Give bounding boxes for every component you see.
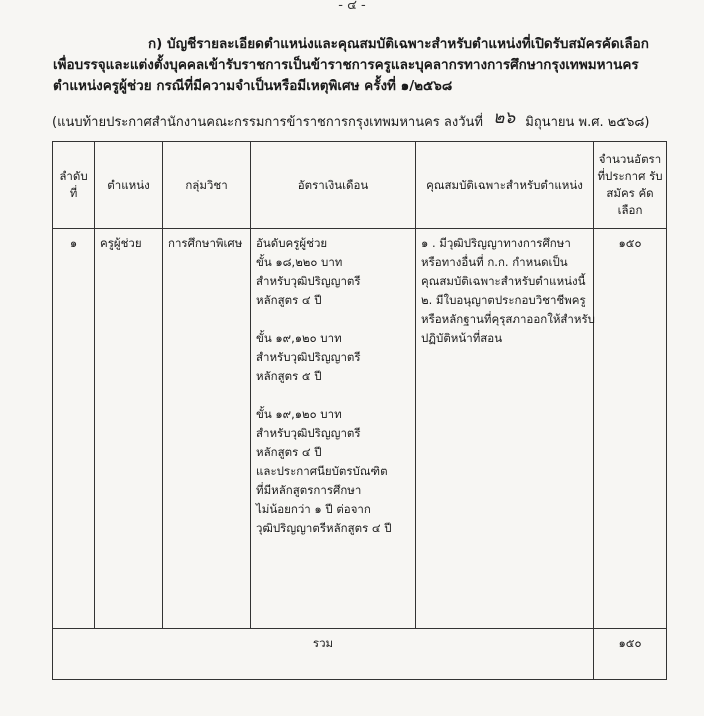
salary-line: สำหรับวุฒิปริญญาตรี — [256, 350, 361, 364]
salary-tier-3 — [256, 405, 410, 538]
cell-salary — [251, 229, 416, 629]
document-heading — [53, 34, 663, 97]
table-header-row — [53, 142, 667, 229]
positions-table — [52, 141, 667, 680]
salary-line: วุฒิปริญญาตรีหลักสูตร ๔ ปี — [256, 521, 392, 535]
announcement-reference — [52, 107, 672, 134]
cell-vacancies: ๑๕๐ — [594, 229, 667, 629]
header-position: ตำแหน่ง — [95, 142, 163, 229]
cell-qualifications — [416, 229, 594, 629]
salary-line: หลักสูตร ๕ ปี — [256, 369, 322, 383]
heading-line-3: ตำแหน่งครูผู้ช่วย กรณีที่มีความจำเป็นหรือมีเหตุพิเศษ ครั้งที่ ๑/๒๕๖๘ — [53, 78, 453, 94]
table-row — [53, 229, 667, 629]
qualification-line: ปฏิบัติหน้าที่สอน — [421, 331, 503, 345]
salary-line: สำหรับวุฒิปริญญาตรี — [256, 426, 361, 440]
cell-order: ๑ — [53, 229, 95, 629]
total-label: รวม — [53, 629, 594, 680]
total-value: ๑๕๐ — [594, 629, 667, 680]
salary-line: ขั้น ๑๙,๑๒๐ บาท — [256, 331, 342, 345]
heading-line-2: เพื่อบรรจุและแต่งตั้งบุคคลเข้ารับราชการเป็นข้าราชการครูและบุคลากรทางการศึกษากรุงเทพมหานคร — [53, 57, 639, 73]
handwritten-day: ๒๖ — [493, 108, 516, 128]
salary-line: ไม่น้อยกว่า ๑ ปี ต่อจาก — [256, 502, 371, 516]
page-number: - ๔ - — [338, 0, 366, 13]
salary-line: หลักสูตร ๔ ปี — [256, 293, 322, 307]
salary-line: ขั้น ๑๘,๒๒๐ บาท — [256, 255, 343, 269]
cell-position: ครูผู้ช่วย — [95, 229, 163, 629]
qualification-line: หรือหลักฐานที่คุรุสภาออกให้สำหรับ — [421, 312, 595, 326]
salary-line: หลักสูตร ๔ ปี — [256, 445, 322, 459]
salary-tier-2 — [256, 329, 410, 386]
salary-tier-1 — [256, 253, 410, 310]
salary-line: ขั้น ๑๙,๑๒๐ บาท — [256, 407, 342, 421]
salary-line: ที่มีหลักสูตรการศึกษา — [256, 483, 362, 497]
reference-prefix: (แนบท้ายประกาศสำนักงานคณะกรรมการข้าราชการกรุงเทพมหานคร ลงวันที่ — [52, 115, 483, 130]
header-subject-group: กลุ่มวิชา — [163, 142, 251, 229]
qualification-line: ๑ . มีวุฒิปริญญาทางการศึกษา — [421, 236, 571, 250]
salary-line: และประกาศนียบัตรบัณฑิต — [256, 464, 388, 478]
qualification-line: หรือทางอื่นที่ ก.ก. กำหนดเป็น — [421, 255, 568, 269]
header-order: ลำดับ ที่ — [53, 142, 95, 229]
qualification-line: คุณสมบัติเฉพาะสำหรับตำแหน่งนี้ — [421, 274, 586, 288]
salary-line: สำหรับวุฒิปริญญาตรี — [256, 274, 361, 288]
table-total-row — [53, 629, 667, 680]
heading-line-1: ก) บัญชีรายละเอียดตำแหน่งและคุณสมบัติเฉพาะสำหรับตำแหน่งที่เปิดรับสมัครคัดเลือก — [148, 36, 649, 52]
header-qualifications: คุณสมบัติเฉพาะสำหรับตำแหน่ง — [416, 142, 594, 229]
cell-subject-group: การศึกษาพิเศษ — [163, 229, 251, 629]
header-salary: อัตราเงินเดือน — [251, 142, 416, 229]
qualification-line: ๒. มีใบอนุญาตประกอบวิชาชีพครู — [421, 293, 586, 307]
reference-suffix: มิถุนายน พ.ศ. ๒๕๖๘) — [525, 115, 650, 130]
salary-rank: อันดับครูผู้ช่วย — [256, 236, 328, 250]
header-vacancies: จำนวนอัตรา ที่ประกาศ รับสมัคร คัดเลือก — [594, 142, 667, 229]
